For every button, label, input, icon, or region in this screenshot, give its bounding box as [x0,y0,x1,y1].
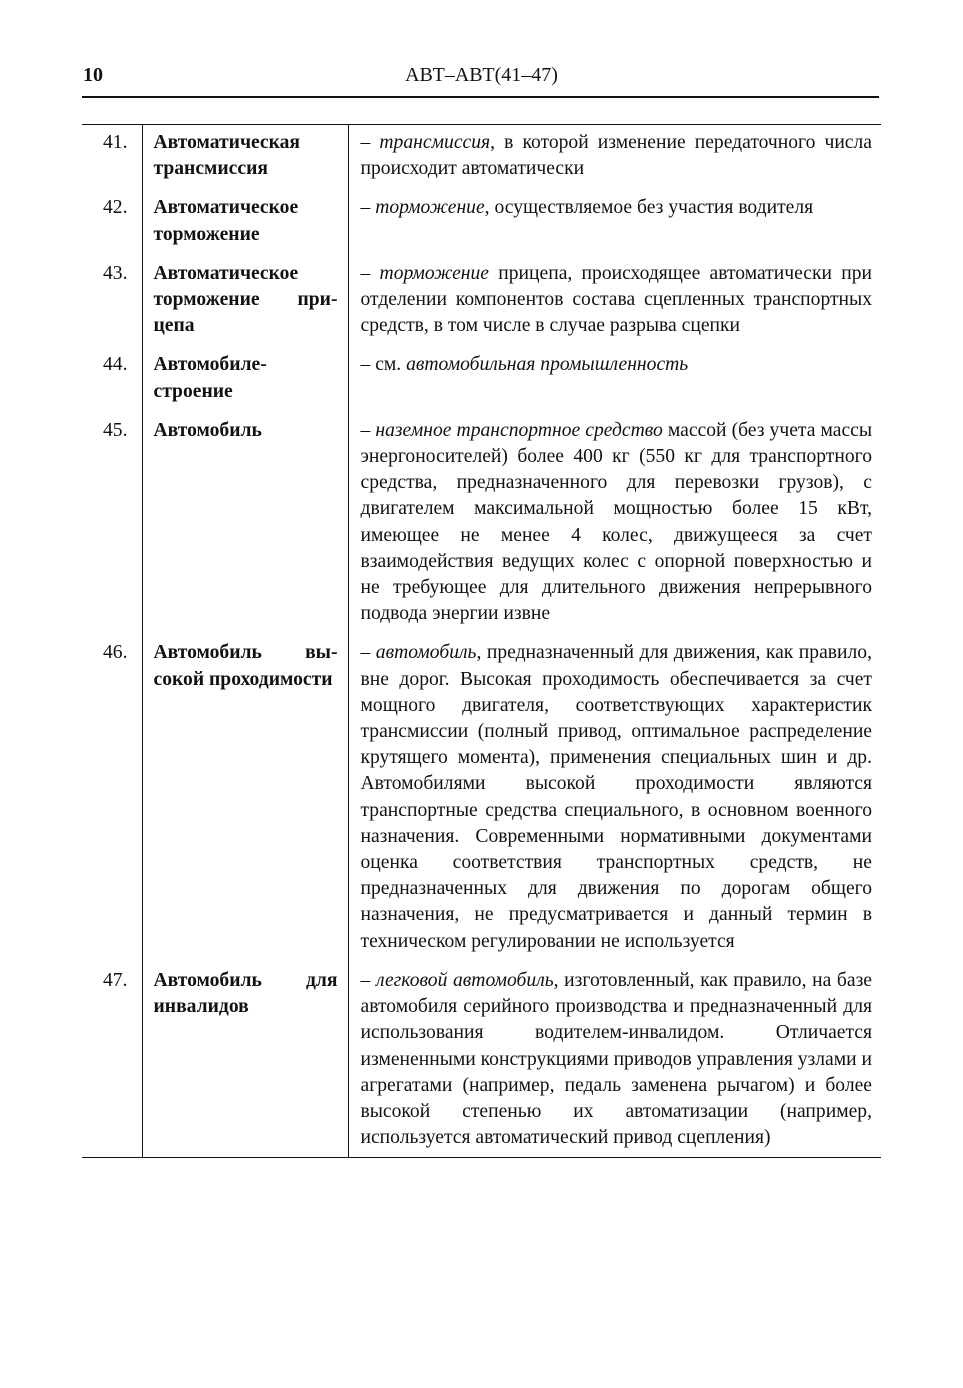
cross-reference-term: наземное транспортное средство [375,419,663,441]
glossary-entry [82,125,881,191]
entry-term: Автомобиль для инвалидов [142,963,348,1158]
cross-reference-term: автомобильная промышленность [406,354,689,376]
glossary-entry [82,347,881,412]
glossary-entry [82,190,881,255]
definition-text: – см. [360,354,407,376]
glossary-entry [82,256,881,348]
definition-text: – [360,642,376,664]
entry-number: 41. [103,132,128,153]
entry-definition [348,347,881,412]
glossary-entry [82,413,881,636]
definition-text: , изготовленный, как правило, на базе автомобиля серийного производства и предназначенный для использования водителем-инвалидом. Отличается измененными конструкциями приводов управления узлами и агрегатами (например, педаль заменена рычагом) и более высокой степенью их автоматизации (например, используется автоматический привод сцепления) [360,969,873,1149]
cross-reference-term: автомобиль [375,642,477,664]
entry-definition [348,190,881,255]
entry-definition [348,963,881,1158]
definition-text: , предназначенный для движения, как правило, вне дорог. Высокая проходимость обеспечивается за счет мощного двигателя, соответствующих характеристик трансмиссии (полный привод, оптимальное распределение крутящего момента), применения специальных шин и др. Автомобилями высокой проходимости являются транспортные средства специального, в основном военного назначения. Современными нормативными документами оценка соответствия транспортных средств, не предназначенных для движения по дорогам общего назначения, не предусматривается и данный термин в техническом регулировании не используется [360,642,872,952]
entry-definition [348,125,881,191]
entry-number: 42. [103,197,128,219]
entry-number: 47. [103,969,128,991]
cross-reference-term: трансмиссия [379,132,491,153]
entry-term: Автоматическое торможение [142,190,348,255]
running-title: АВТ–АВТ(41–47) [405,64,558,86]
definition-text: , осуществляемое без участия водителя [484,197,814,219]
entry-number: 43. [103,262,128,284]
entry-number: 45. [103,419,128,441]
entry-term: Автоматическое торможение прицепа [142,256,348,348]
entry-number: 46. [103,642,128,664]
glossary-table [82,124,881,1158]
entry-term: Автомобиль высокой проходимости [142,635,348,962]
entry-definition [348,635,881,962]
page-number: 10 [83,64,103,86]
entry-definition [348,413,881,636]
definition-text: прицепа, происходящее автоматически при отделении компонентов состава сцепленных транспортных средств, в том числе в случае разрыва сцепки [360,262,872,337]
cross-reference-term: торможение [379,262,490,284]
glossary-body [82,125,881,1158]
entry-term: Автомобиль [142,413,348,636]
definition-text: – [360,969,376,991]
definition-text: – [360,419,376,441]
glossary-entry [82,963,881,1158]
glossary-entry [82,635,881,962]
definition-text: , в которой изменение передаточного числа происходит автоматически [360,132,872,180]
definition-text: – [360,197,376,219]
entry-term: Автоматическая трансмиссия [142,125,348,191]
header-rule [82,96,879,98]
definition-text: – [360,262,380,284]
entry-term: Автомобиле- строение [142,347,348,412]
entry-definition [348,256,881,348]
definition-text: – [360,132,380,153]
entry-number: 44. [103,354,128,376]
definition-text: массой (без учета массы энергоносителей) более 400 кг (550 кг для транспортного средства, предназначенного для перевозки грузов), с двигателем максимальной мощностью более 15 кВт, имеющее не менее 4 колес, движущееся за счет взаимодействия ведущих колес с опорной поверхностью и не требующее для длительного движения непрерывного подвода энергии извне [360,419,872,625]
cross-reference-term: легковой автомобиль [375,969,554,991]
cross-reference-term: торможение [375,197,485,219]
